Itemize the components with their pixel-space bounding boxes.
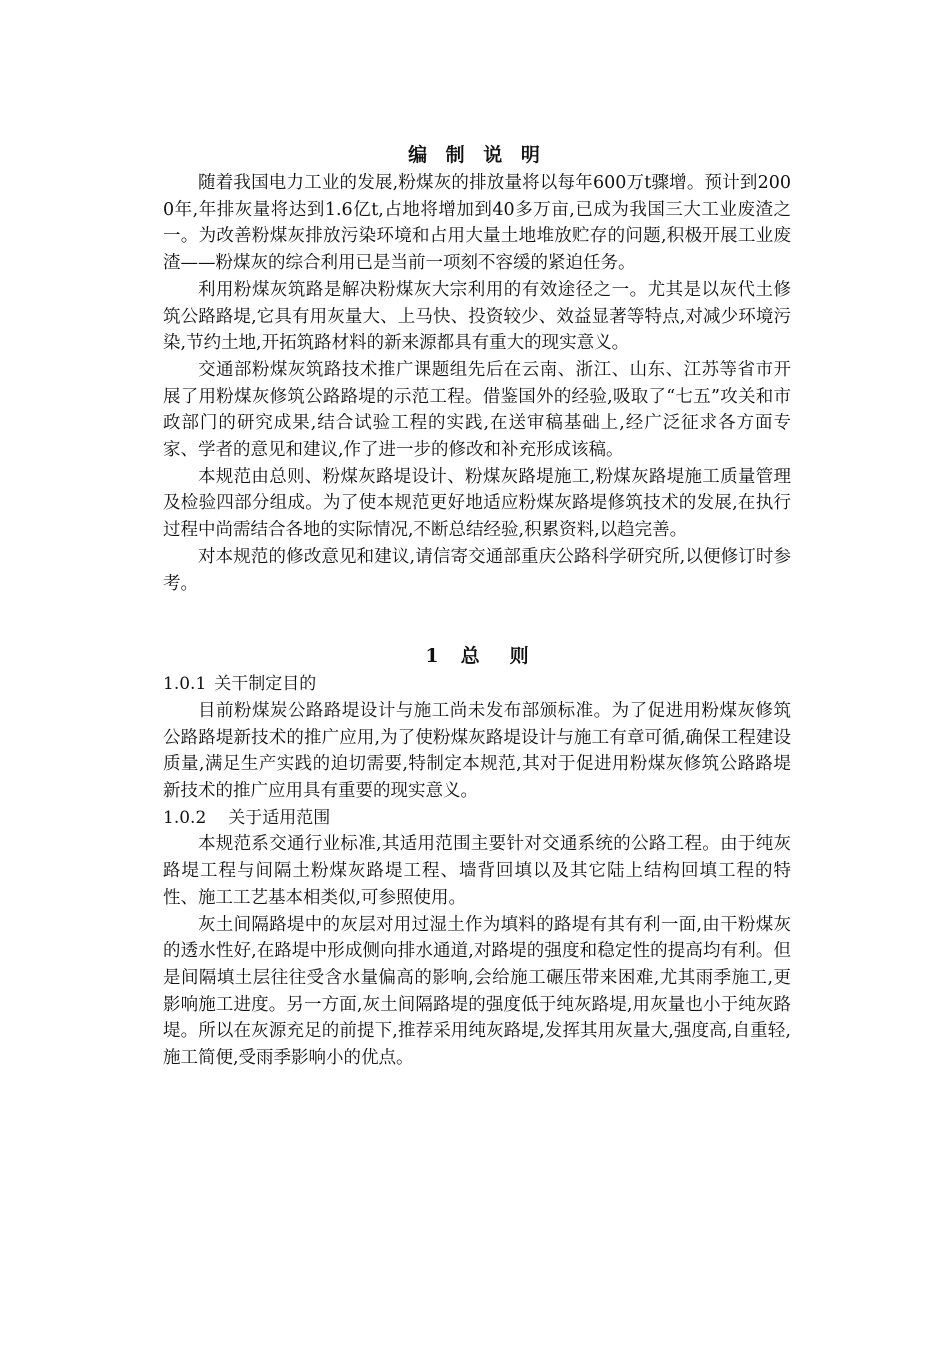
clause-title: 关于适用范围	[228, 807, 331, 828]
section-number: 1	[425, 645, 439, 668]
section-gap	[163, 597, 791, 627]
clause-title: 关干制定目的	[214, 674, 317, 695]
clause-paragraph: 本规范系交通行业标准,其适用范围主要针对交通系统的公路工程。由于纯灰路堤工程与间隔土粉煤灰路堤工程、墙背回填以及其它陆上结构回填工程的特性、施工工艺基本相类似,可参照使用。	[163, 834, 791, 908]
clause-number: 1.0.2	[163, 807, 207, 828]
preface-paragraph: 本规范由总则、粉煤灰路堤设计、粉煤灰路堤施工,粉煤灰路堤施工质量管理及检验四部分组成。为了使本规范更好地适应粉煤灰路堤修筑技术的发展,在执行过程中尚需结合各地的实际情况,不断总结经验,积累资料,以趋完善。	[163, 466, 791, 541]
clause-heading	[163, 671, 791, 698]
preface-paragraph: 利用粉煤灰筑路是解决粉煤灰大宗利用的有效途径之一。尤其是以灰代土修筑公路路堤,它具有用灰量大、上马快、投资较少、效益显著等特点,对减少环境污染,节约土地,开拓筑路材料的新来源都具有重大的现实意义。	[163, 279, 791, 354]
preface-paragraph: 对本规范的修改意见和建议,请信寄交通部重庆公路科学研究所,以便修订时参考。	[163, 546, 791, 594]
section-title-char: 总	[460, 645, 480, 668]
section-title-char: 则	[509, 645, 529, 668]
preface-paragraph: 交通部粉煤灰筑路技术推广课题组先后在云南、浙江、山东、江苏等省市开展了用粉煤灰修筑公路路堤的示范工程。借鉴国外的经验,吸取了“七五”攻关和市政部门的研究成果,结合试验工程的实践,在送审稿基础上,经广泛征求各方面专家、学者的意见和建议,作了进一步的修改和补充形成该稿。	[163, 359, 791, 461]
section-title	[163, 641, 791, 671]
clause-number: 1.0.1	[163, 674, 207, 695]
preface-paragraph: 随着我国电力工业的发展,粉煤灰的排放量将以每年600万t骤增。预计到2000年,年排灰量将达到1.6亿t,占地将增加到40多万亩,已成为我国三大工业废渣之一。为改善粉煤灰排放污染环境和占用大量土地堆放贮存的问题,积极开展工业废渣——粉煤灰的综合利用已是当前一项刻不容缓的紧迫任务。	[163, 173, 791, 274]
preface-title: 编 制 说 明	[408, 144, 546, 166]
document-page	[163, 140, 791, 1072]
clause-paragraph: 目前粉煤炭公路路堤设计与施工尚未发布部颁标准。为了促进用粉煤灰修筑公路路堤新技术的推广应用,为了使粉煤灰路堤设计与施工有章可循,确保工程建设质量,满足生产实践的迫切需要,特制定本规范,其对于促进用粉煤灰修筑公路路堤新技术的推广应用具有重要的现实意义。	[163, 700, 791, 802]
clause-heading	[163, 805, 791, 832]
clause-paragraph: 灰土间隔路堤中的灰层对用过湿土作为填料的路堤有其有利一面,由干粉煤灰的透水性好,在路堤中形成侧向排水通道,对路堤的强度和稳定性的提高均有利。但是间隔填土层往往受含水量偏高的影响,会给施工碾压带来困难,尤其雨季施工,更影响施工进度。另一方面,灰土间隔路堤的强度低于纯灰路堤,用灰量也小于纯灰路堤。所以在灰源充足的前提下,推荐采用纯灰路堤,发挥其用灰量大,强度高,自重轻,施工简便,受雨季影响小的优点。	[163, 914, 791, 1069]
